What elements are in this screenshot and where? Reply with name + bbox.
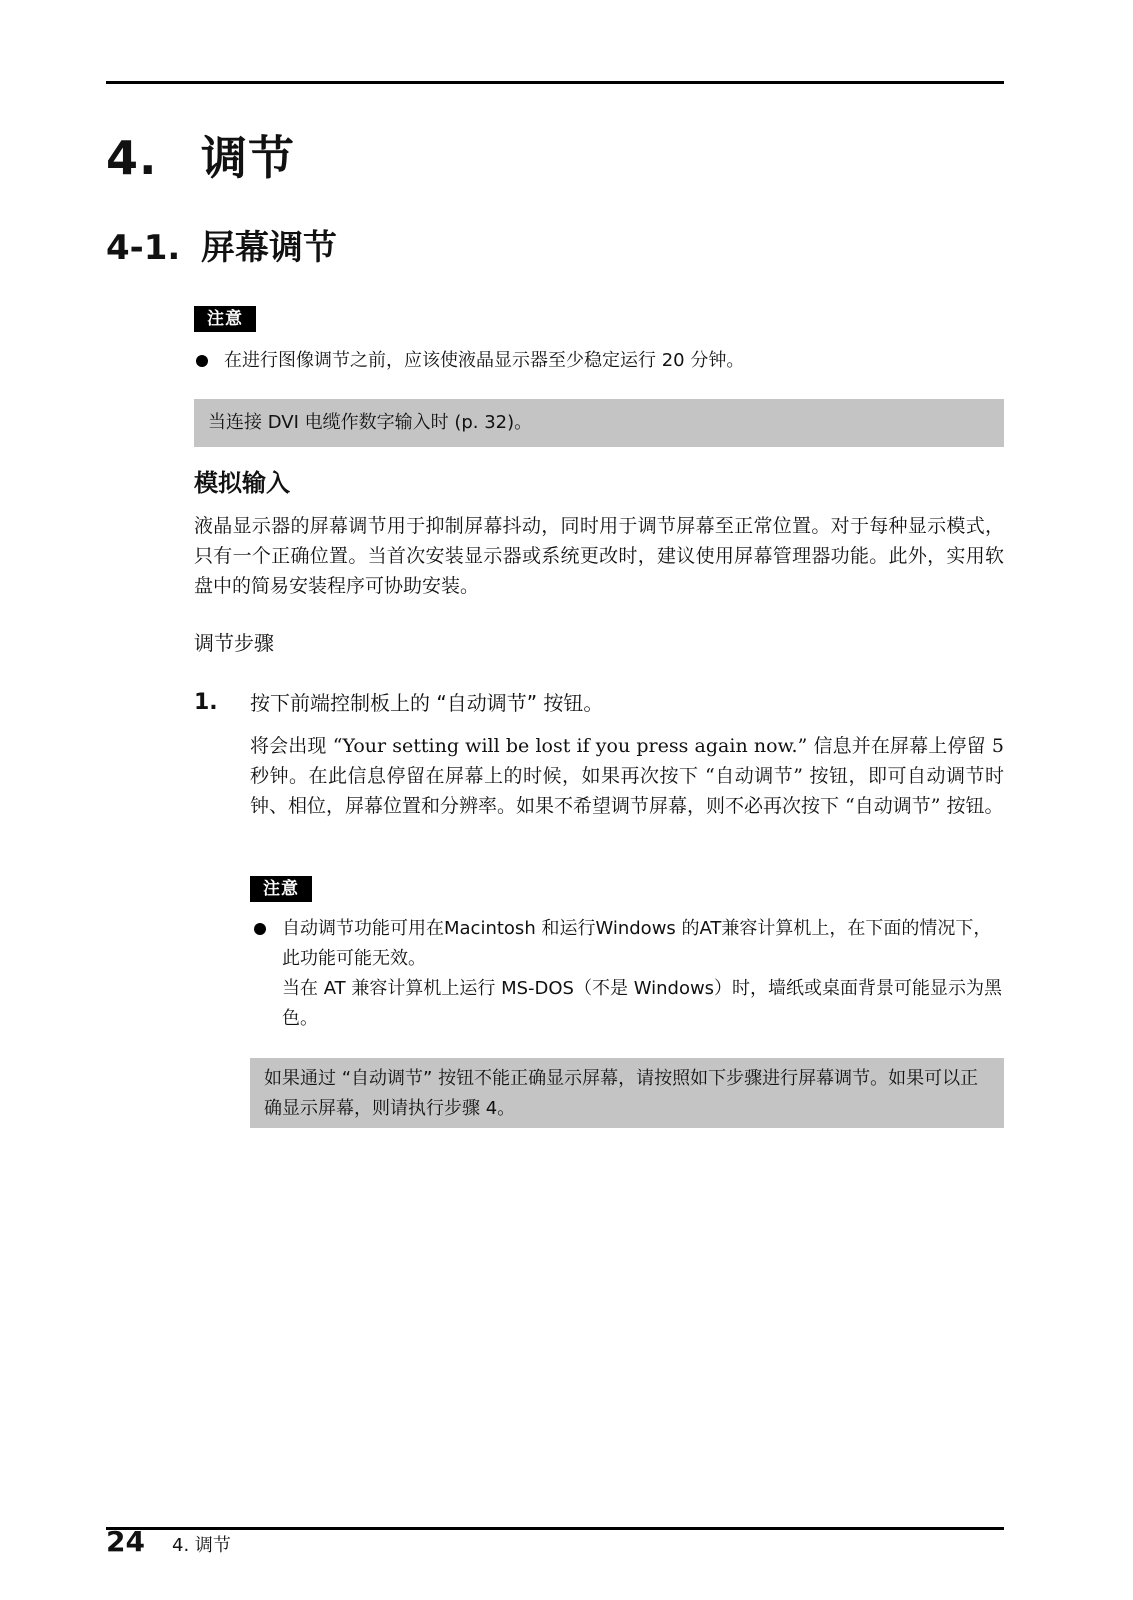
bullet-icon	[254, 923, 266, 935]
note-bullet-1	[196, 346, 996, 376]
section-number: 4-1.	[106, 228, 181, 268]
chapter-title	[106, 128, 295, 188]
dvi-note-box: 当连接 DVI 电缆作数字输入时 (p. 32)。	[194, 399, 1004, 447]
note-bullet-2-line2: 当在 AT 兼容计算机上运行 MS-DOS（不是 Windows）时，墙纸或桌面背景可能显示为黑色。	[282, 978, 1003, 1029]
top-rule	[106, 81, 1004, 84]
note-bullet-1-text: 在进行图像调节之前，应该使液晶显示器至少稳定运行 20 分钟。	[224, 350, 745, 371]
step-1-description: 将会出现 “Your setting will be lost if you press again now.” 信息并在屏幕上停留 5 秒钟。在此信息停留在屏幕上的时候，如果再次按下 “自动调节” 按钮，即可自动调节时钟、相位，屏幕位置和分辨率。如果不希望调节屏幕，则不必再次按下 “自动调节” 按钮。	[250, 735, 1004, 817]
step-1-instruction: 按下前端控制板上的 “自动调节” 按钮。	[250, 691, 604, 715]
note-bullet-2	[254, 914, 1006, 1034]
chapter-title-text: 调节	[201, 131, 295, 185]
note-label-2: 注意	[250, 876, 312, 902]
analog-input-heading: 模拟输入	[194, 469, 290, 497]
chapter-number: 4.	[106, 131, 158, 185]
adjustment-steps-label: 调节步骤	[194, 631, 274, 655]
bullet-icon	[196, 355, 208, 367]
note-bullet-2-line1: 自动调节功能可用在Macintosh 和运行Windows 的AT兼容计算机上，在下面的情况下，此功能可能无效。	[282, 918, 992, 969]
section-title-text: 屏幕调节	[201, 228, 337, 268]
step-1-number: 1.	[194, 690, 218, 715]
footer-chapter-label: 4. 调节	[172, 1535, 231, 1556]
page-number: 24	[106, 1525, 145, 1558]
analog-input-paragraph: 液晶显示器的屏幕调节用于抑制屏幕抖动，同时用于调节屏幕至正常位置。对于每种显示模式，只有一个正确位置。当首次安装显示器或系统更改时，建议使用屏幕管理器功能。此外，实用软盘中的简易安装程序可协助安装。	[194, 515, 1004, 597]
auto-adjust-fallback-box: 如果通过 “自动调节” 按钮不能正确显示屏幕，请按照如下步骤进行屏幕调节。如果可以正确显示屏幕，则请执行步骤 4。	[250, 1058, 1004, 1128]
bottom-rule	[106, 1527, 1004, 1530]
note-label-1: 注意	[194, 306, 256, 332]
section-title	[106, 225, 337, 271]
